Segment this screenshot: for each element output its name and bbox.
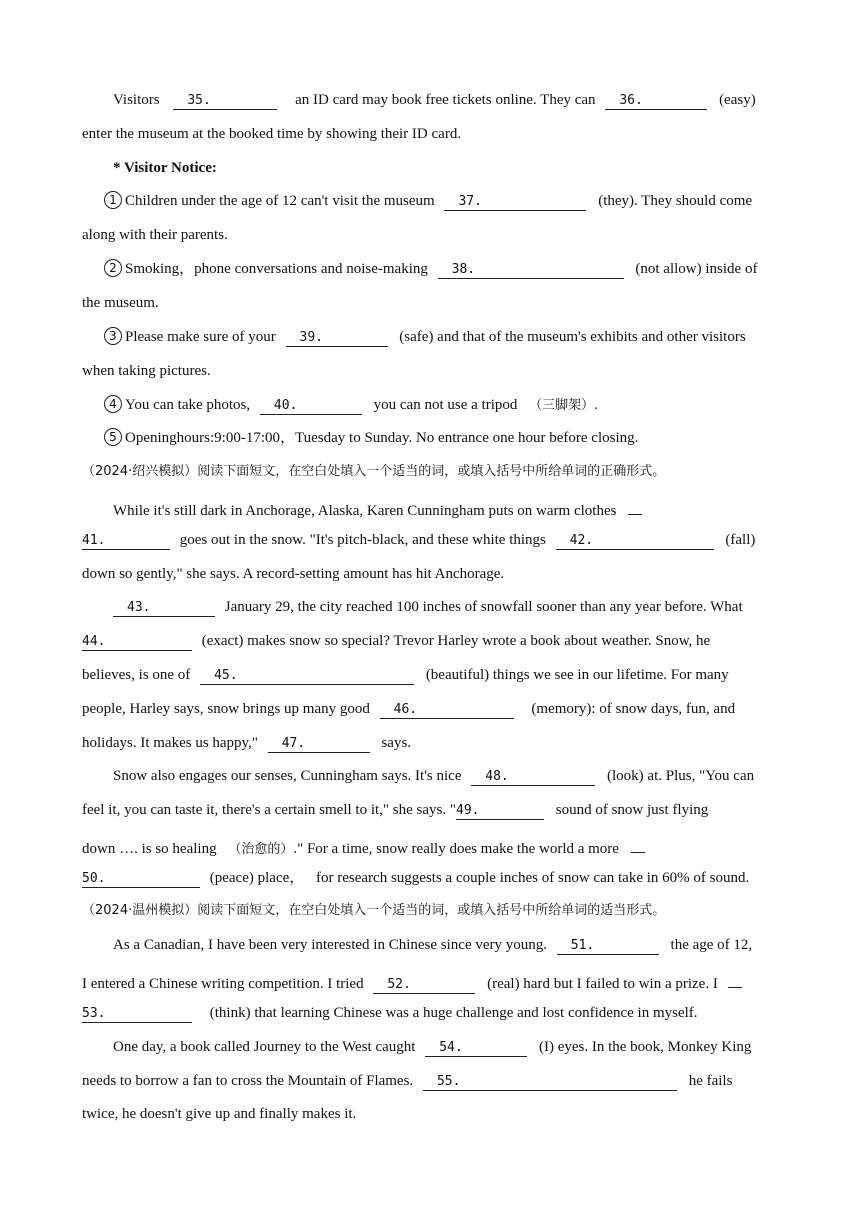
- notice-item-1: [104, 191, 778, 211]
- paragraph-line: the museum.: [82, 295, 159, 311]
- text: ." For a time, snow really does make the world a more: [293, 841, 619, 857]
- text: an ID card may book free tickets online. They can: [295, 92, 596, 108]
- text: （三脚架）.: [529, 398, 599, 413]
- text: people, Harley says, snow brings up many good: [82, 701, 370, 717]
- blank-36[interactable]: 36.: [605, 91, 707, 110]
- notice-item-3: [104, 327, 778, 347]
- text: As a Canadian, I have been very interested in Chinese since very young.: [113, 937, 548, 953]
- text: down …. is so healing: [82, 841, 217, 857]
- paragraph-line: [113, 1037, 778, 1057]
- visitor-notice-heading: * Visitor Notice:: [113, 160, 217, 176]
- circled-number: 2: [104, 259, 122, 277]
- blank-47[interactable]: 47.: [268, 734, 370, 753]
- text: Openinghours:9:00-17:00，Tuesday to Sunday. No entrance one hour before closing.: [125, 430, 639, 446]
- paragraph-line: [82, 665, 778, 685]
- circled-number: 1: [104, 191, 122, 209]
- text: You can take photos,: [125, 397, 251, 413]
- paragraph-line: [82, 699, 778, 719]
- text: (exact) makes snow so special? Trevor Harley wrote a book about weather. Snow, he: [201, 633, 711, 649]
- paragraph-line: [82, 868, 778, 888]
- blank-50-start: [631, 834, 645, 853]
- text: says.: [381, 735, 412, 751]
- text: (think) that learning Chinese was a huge challenge and lost confidence in myself.: [209, 1005, 698, 1021]
- text: (beautiful) things we see in our lifetime. For many: [425, 667, 729, 683]
- text: you can not use a tripod: [373, 397, 518, 413]
- source-line-wenzhou: （2024·温州模拟）阅读下面短文，在空白处填入一个适当的词，或填入括号中所给单词的适当形式。: [82, 903, 666, 918]
- blank-35[interactable]: 35.: [173, 91, 277, 110]
- paragraph-line: [113, 766, 778, 786]
- blank-55[interactable]: 55.: [423, 1072, 677, 1091]
- blank-41[interactable]: 41.: [82, 531, 170, 550]
- text: the age of 12,: [670, 937, 753, 953]
- text: (real) hard but I failed to win a prize. I: [487, 976, 718, 992]
- paragraph-line: along with their parents.: [82, 227, 228, 243]
- blank-53[interactable]: 53.: [82, 1004, 192, 1023]
- text: goes out in the snow. "It's pitch-black, and these white things: [179, 532, 546, 548]
- text: (not allow) inside of: [635, 261, 758, 277]
- text: One day, a book called Journey to the West caught: [113, 1039, 416, 1055]
- blank-41-start: [628, 496, 642, 515]
- blank-45[interactable]: 45.: [200, 666, 414, 685]
- text: I entered a Chinese writing competition. I tried: [82, 976, 364, 992]
- text: (memory): of snow days, fun, and: [531, 701, 736, 717]
- blank-40[interactable]: 40.: [260, 396, 362, 415]
- blank-43[interactable]: 43.: [113, 598, 215, 617]
- paragraph-line: [113, 597, 778, 617]
- blank-48[interactable]: 48.: [471, 767, 595, 786]
- paragraph-line: [82, 834, 778, 860]
- text: holidays. It makes us happy,": [82, 735, 258, 751]
- text: While it's still dark in Anchorage, Alaska, Karen Cunningham puts on warm clothes: [113, 503, 617, 519]
- text: for research suggests a couple inches of snow can take in 60% of sound.: [316, 870, 750, 886]
- paragraph-line: when taking pictures.: [82, 363, 211, 379]
- paragraph-line: [82, 1003, 778, 1023]
- blank-54[interactable]: 54.: [425, 1038, 527, 1057]
- text: (they). They should come: [598, 193, 753, 209]
- circled-number: 4: [104, 395, 122, 413]
- text: January 29, the city reached 100 inches of snowfall sooner than any year before. What: [224, 599, 743, 615]
- paragraph-line: [113, 90, 778, 110]
- text: sound of snow just flying: [555, 802, 709, 818]
- blank-53-start: [728, 969, 742, 988]
- text: (look) at. Plus, "You can: [607, 768, 755, 784]
- paragraph-line: [82, 969, 778, 994]
- blank-37[interactable]: 37.: [444, 192, 586, 211]
- circled-number: 3: [104, 327, 122, 345]
- text: Please make sure of your: [125, 329, 276, 345]
- blank-49[interactable]: 49.: [456, 801, 544, 820]
- blank-50[interactable]: 50.: [82, 869, 200, 888]
- text: Children under the age of 12 can't visit the museum: [125, 193, 435, 209]
- paragraph-line: [82, 1071, 778, 1091]
- paragraph-line: [82, 631, 778, 651]
- text: (fall): [725, 532, 756, 548]
- text: believes, is one of: [82, 667, 191, 683]
- blank-46[interactable]: 46.: [380, 700, 514, 719]
- paragraph-line: twice, he doesn't give up and finally makes it.: [82, 1106, 357, 1122]
- blank-52[interactable]: 52.: [373, 975, 475, 994]
- paragraph-line: [113, 496, 778, 521]
- text: Smoking，phone conversations and noise-making: [125, 261, 428, 277]
- text: (peace) place，: [209, 870, 305, 886]
- paragraph-line: enter the museum at the booked time by showing their ID card.: [82, 126, 462, 142]
- paragraph-line: [82, 733, 778, 753]
- notice-item-5: [104, 428, 778, 448]
- blank-39[interactable]: 39.: [286, 328, 388, 347]
- paragraph-line: [113, 935, 778, 955]
- paragraph-line: [82, 530, 778, 550]
- text: feel it, you can taste it, there's a certain smell to it," she says. ": [82, 802, 457, 818]
- text: Visitors: [113, 92, 160, 108]
- blank-42[interactable]: 42.: [556, 531, 714, 550]
- notice-item-2: [104, 259, 778, 279]
- text: he fails: [688, 1073, 733, 1089]
- text: (easy): [719, 92, 756, 108]
- text: （治愈的）: [228, 842, 294, 857]
- text: (safe) and that of the museum's exhibits and other visitors: [399, 329, 746, 345]
- paragraph-line: [82, 800, 778, 820]
- text: (I) eyes. In the book, Monkey King: [538, 1039, 752, 1055]
- blank-44[interactable]: 44.: [82, 632, 192, 651]
- blank-38[interactable]: 38.: [438, 260, 624, 279]
- text: Snow also engages our senses, Cunningham says. It's nice: [113, 768, 462, 784]
- circled-number: 5: [104, 428, 122, 446]
- blank-51[interactable]: 51.: [557, 936, 659, 955]
- paragraph-line: down so gently," she says. A record-setting amount has hit Anchorage.: [82, 566, 505, 582]
- text: needs to borrow a fan to cross the Mountain of Flames.: [82, 1073, 414, 1089]
- source-line-shaoxing: （2024·绍兴模拟）阅读下面短文，在空白处填入一个适当的词，或填入括号中所给单词的正确形式。: [82, 464, 666, 479]
- notice-item-4: [104, 395, 778, 416]
